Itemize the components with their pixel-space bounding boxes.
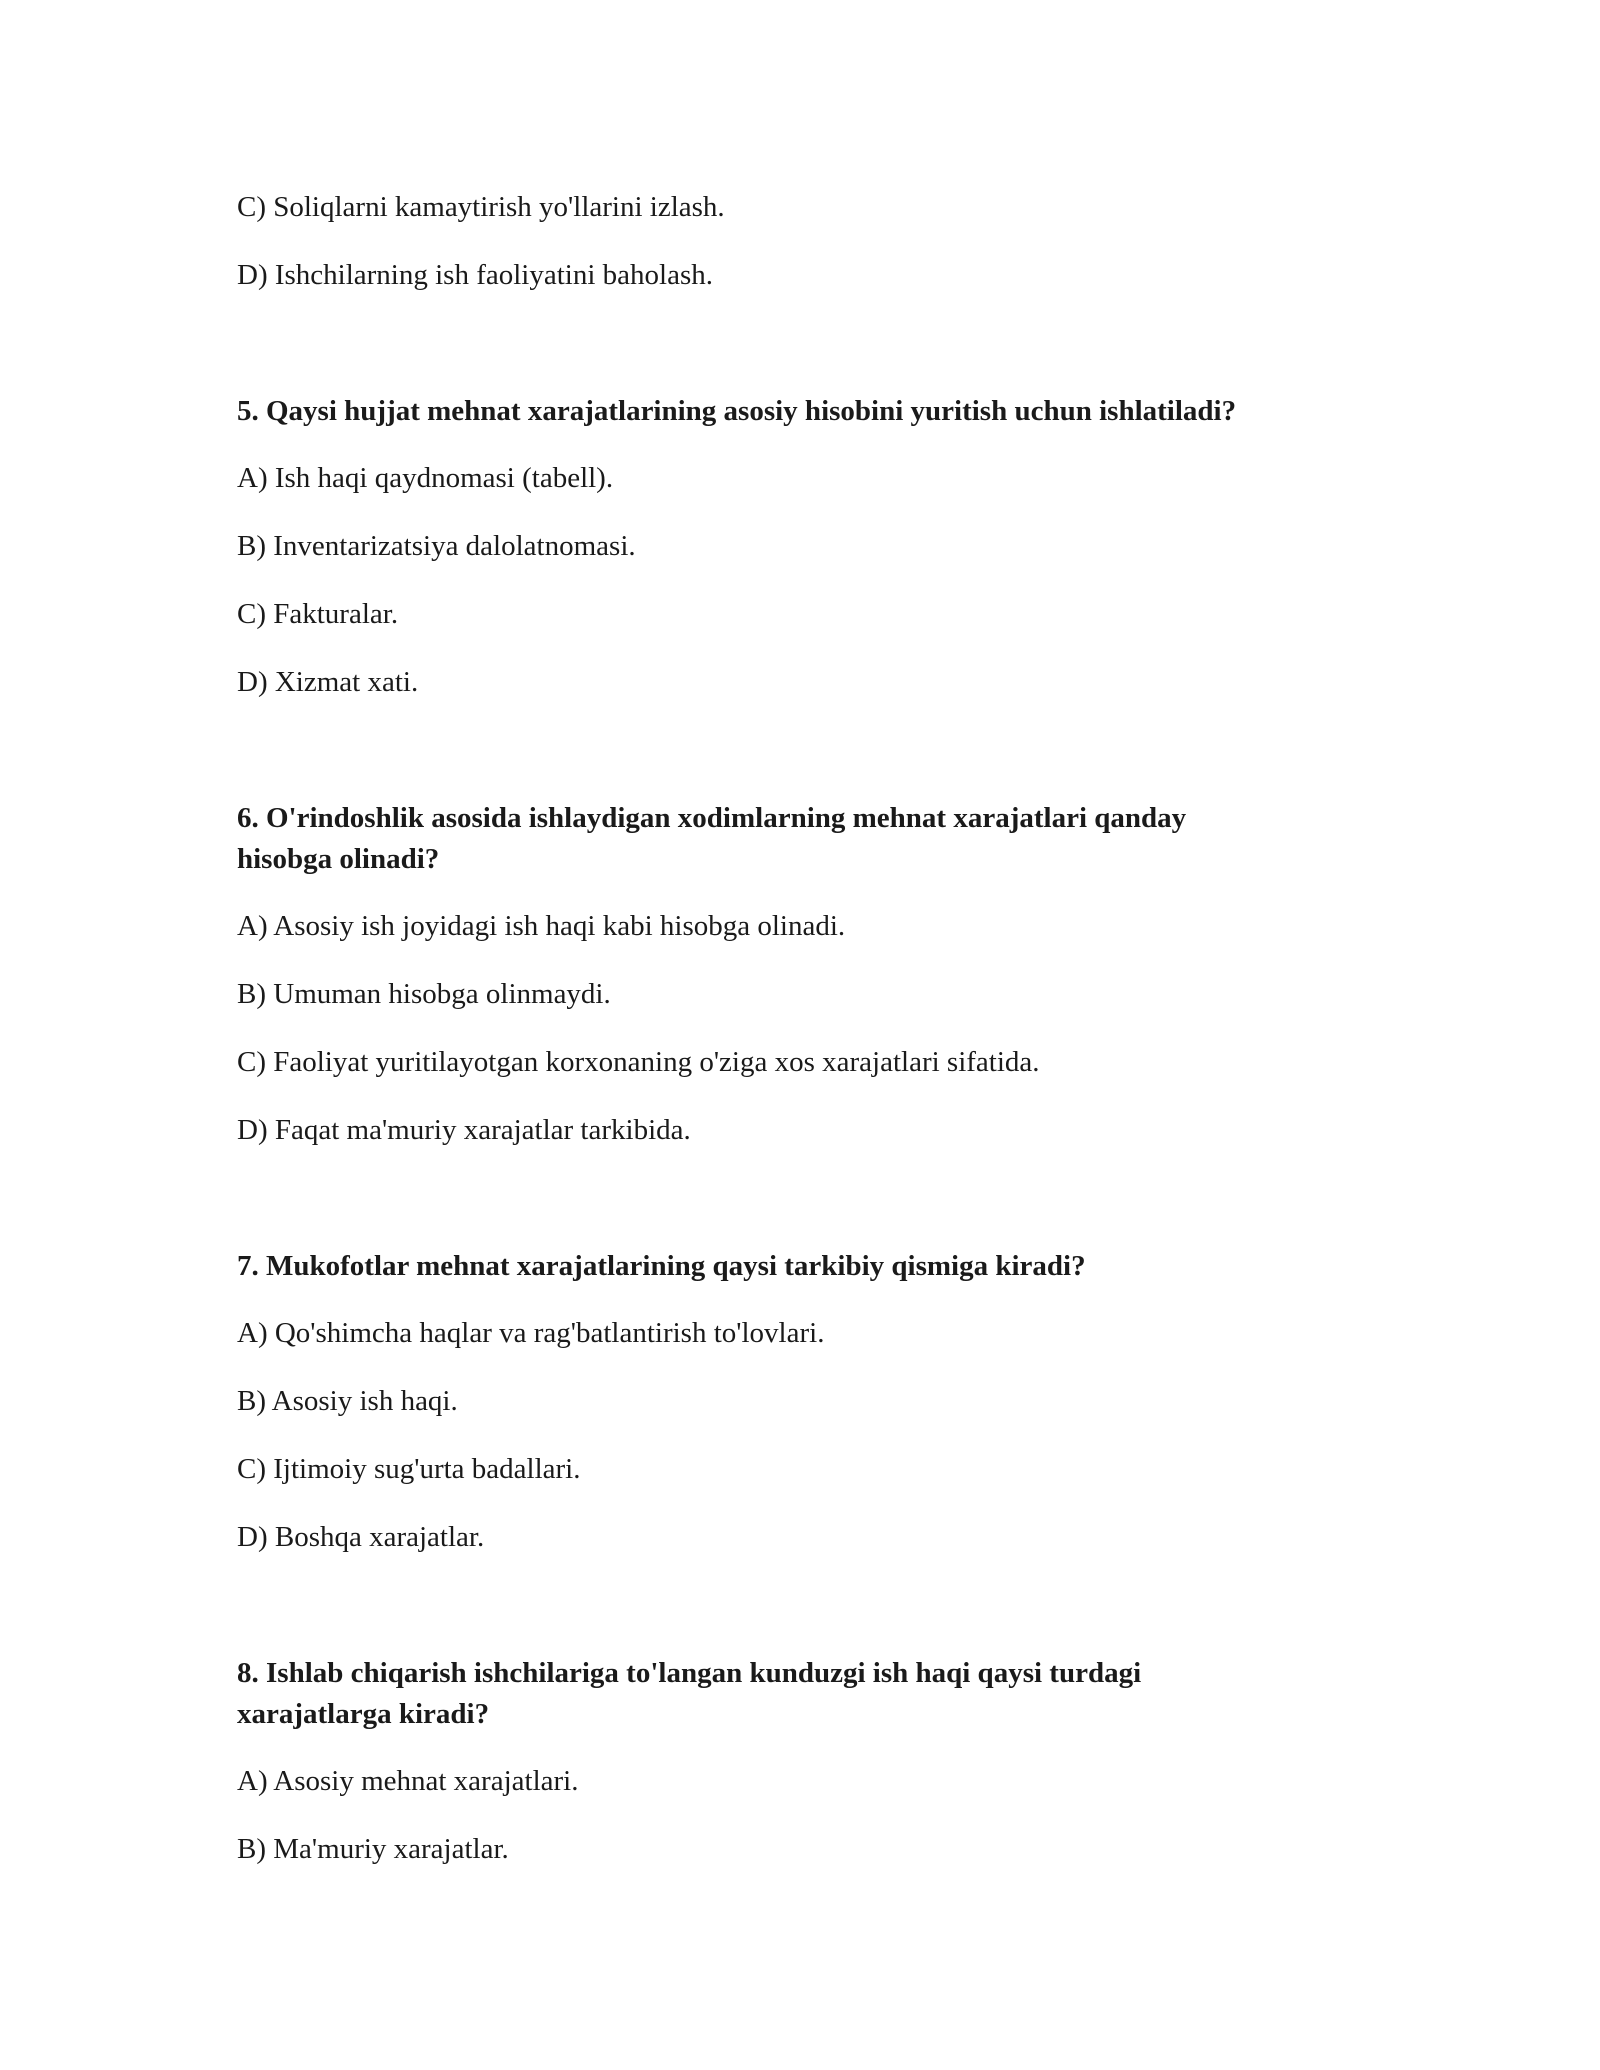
question-6-option-c: C) Faoliyat yuritilayotgan korxonaning o'ziga xos xarajatlari sifatida. [237,1046,1040,1078]
question-8-title-line-2: xarajatlarga kiradi? [237,1698,490,1730]
question-5-option-a: A) Ish haqi qaydnomasi (tabell). [237,462,614,494]
question-6-title-line-2: hisobga olinadi? [237,843,440,875]
question-5-option-d: D) Xizmat xati. [237,666,419,698]
question-7-option-a: A) Qo'shimcha haqlar va rag'batlantirish to'lovlari. [237,1317,825,1349]
question-7-option-b: B) Asosiy ish haqi. [237,1385,458,1417]
question-6-option-b: B) Umuman hisobga olinmaydi. [237,978,611,1010]
option-c: C) Soliqlarni kamaytirish yo'llarini izlash. [237,191,725,223]
question-6-option-d: D) Faqat ma'muriy xarajatlar tarkibida. [237,1114,691,1146]
question-5-title: 5. Qaysi hujjat mehnat xarajatlarining asosiy hisobini yuritish uchun ishlatiladi? [237,395,1237,427]
question-7-title: 7. Mukofotlar mehnat xarajatlarining qaysi tarkibiy qismiga kiradi? [237,1250,1086,1282]
option-d: D) Ishchilarning ish faoliyatini baholash. [237,259,713,291]
question-8-title-line-1: 8. Ishlab chiqarish ishchilariga to'langan kunduzgi ish haqi qaysi turdagi [237,1657,1142,1689]
question-7-option-c: C) Ijtimoiy sug'urta badallari. [237,1453,581,1485]
question-8-option-a: A) Asosiy mehnat xarajatlari. [237,1765,579,1797]
question-7-option-d: D) Boshqa xarajatlar. [237,1521,485,1553]
question-6-option-a: A) Asosiy ish joyidagi ish haqi kabi hisobga olinadi. [237,910,846,942]
question-5-option-c: C) Fakturalar. [237,598,399,630]
question-5-option-b: B) Inventarizatsiya dalolatnomasi. [237,530,636,562]
question-8-option-b: B) Ma'muriy xarajatlar. [237,1833,509,1865]
question-6-title-line-1: 6. O'rindoshlik asosida ishlaydigan xodimlarning mehnat xarajatlari qanday [237,802,1187,834]
